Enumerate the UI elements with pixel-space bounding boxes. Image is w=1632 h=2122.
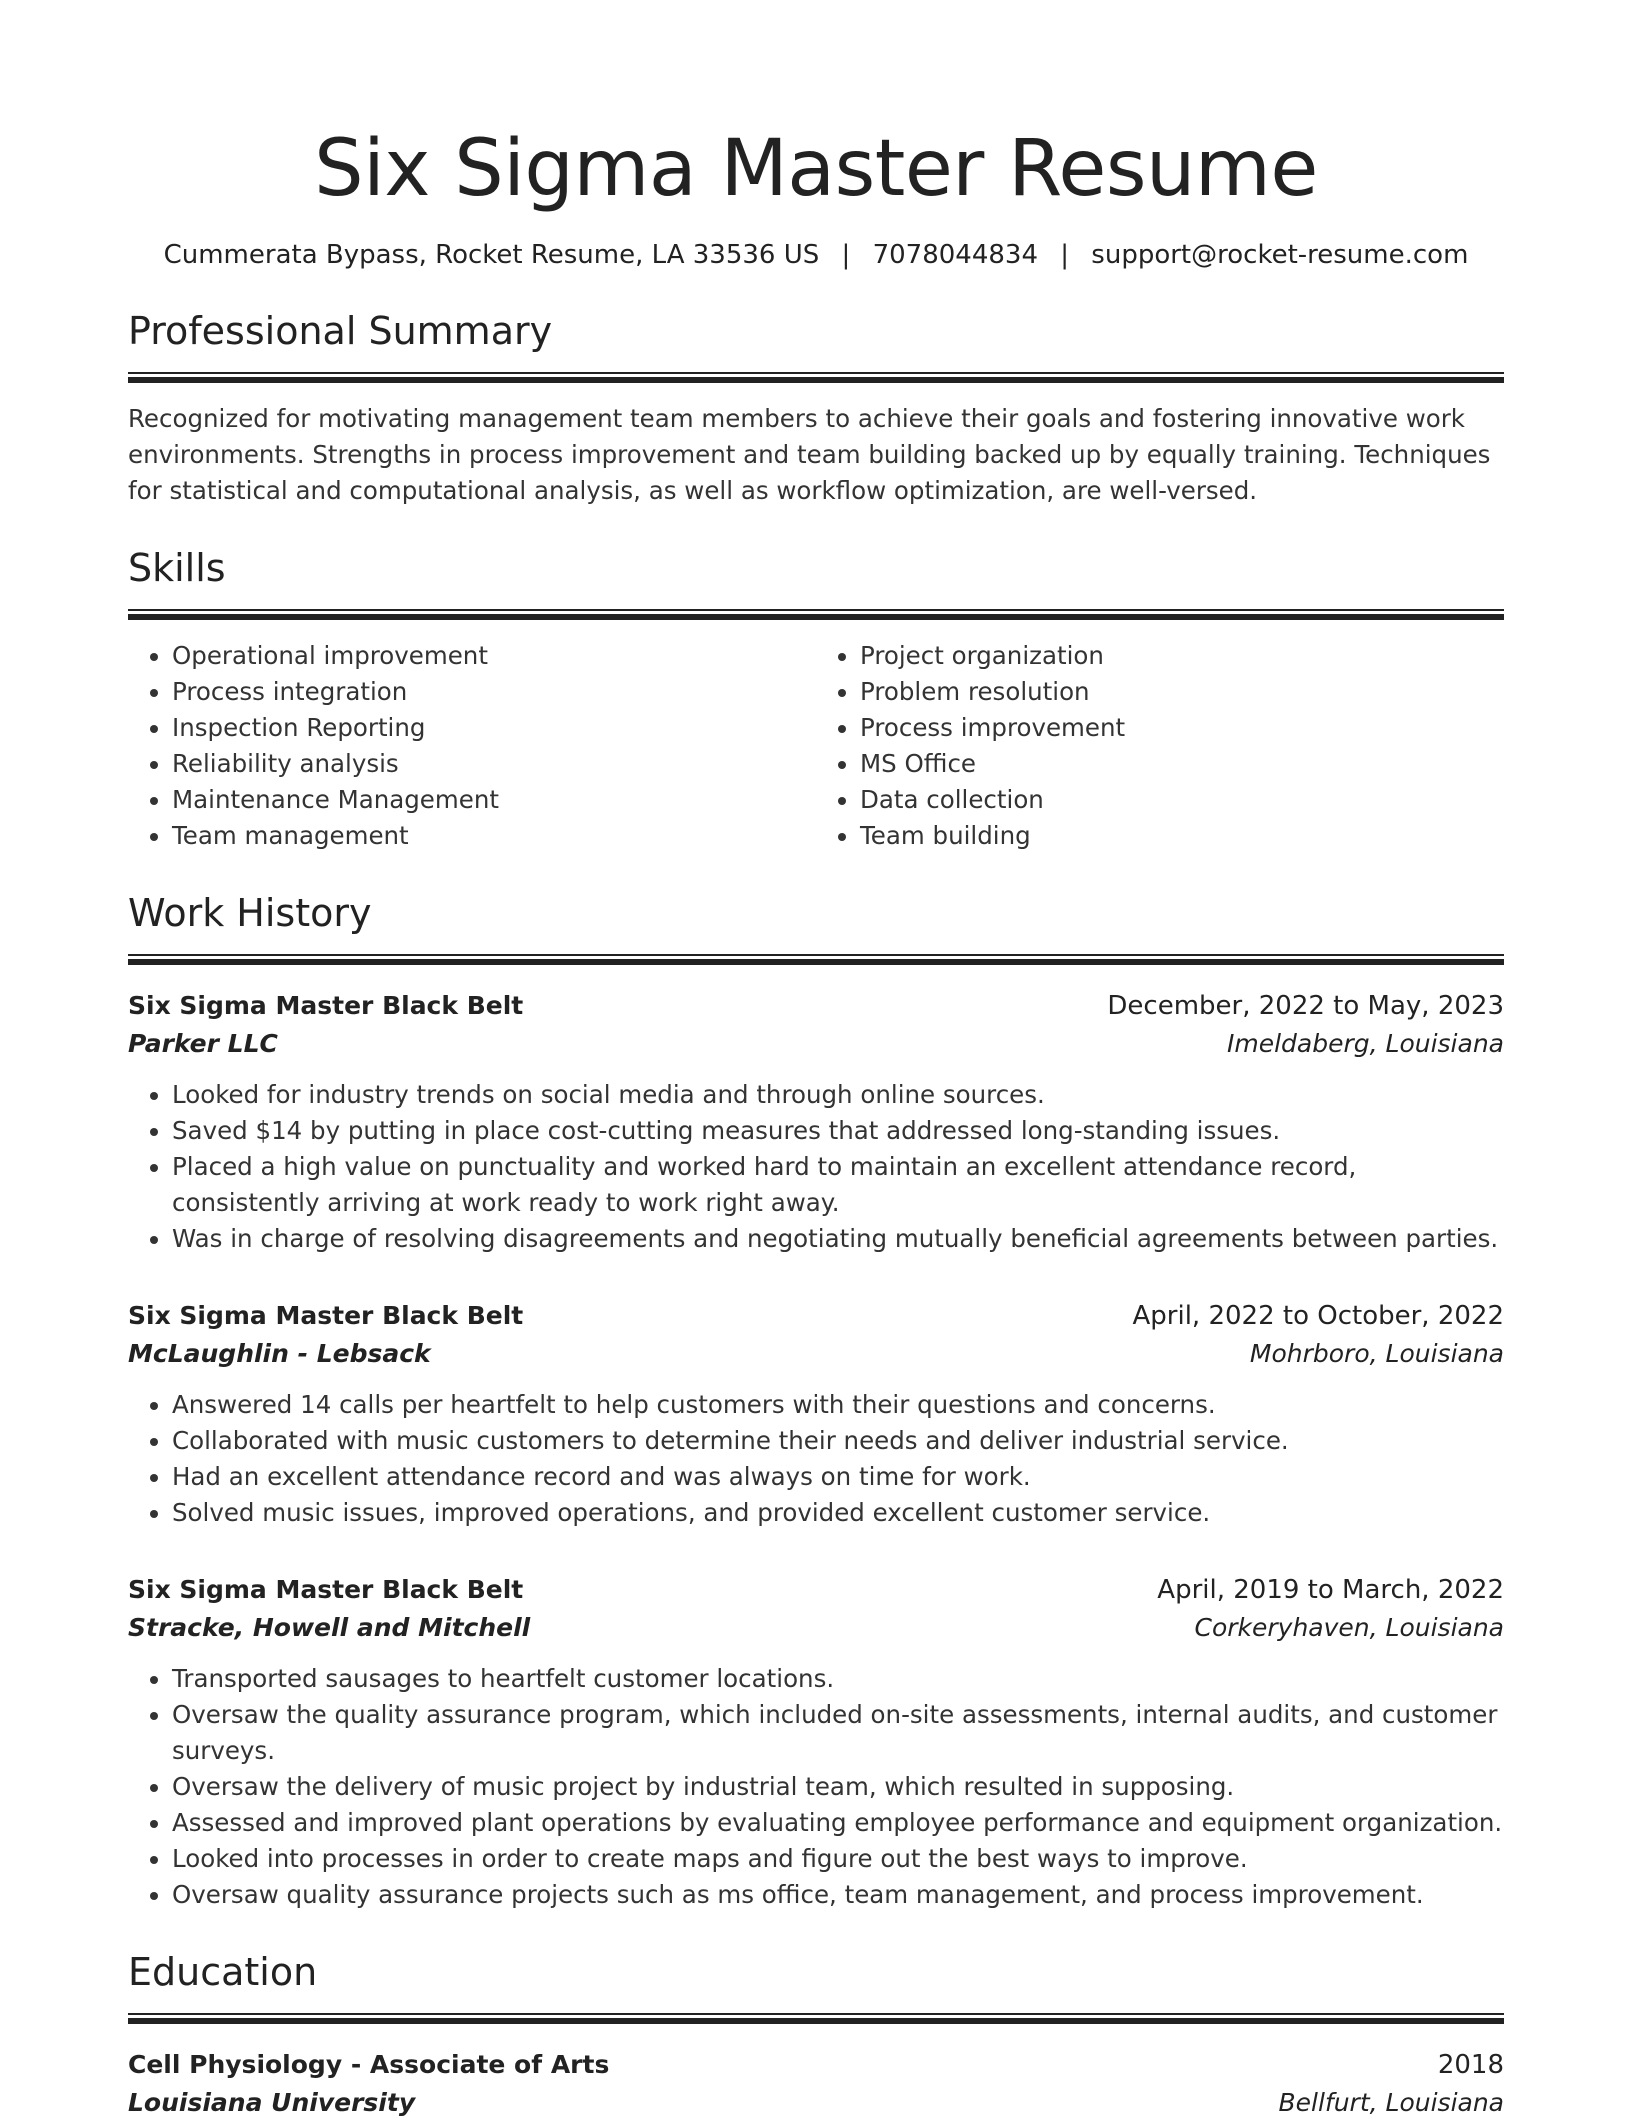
section-divider <box>128 609 1504 620</box>
job-bullet: • Placed a high value on punctuality and worked hard to maintain an excellent attendance record, consistently arriving at work ready to work right away. <box>172 1149 1504 1221</box>
skill-item: • Process improvement <box>860 710 1504 746</box>
skill-item: • Data collection <box>860 782 1504 818</box>
job-company: Parker LLC <box>128 1029 278 1058</box>
job-company-row <box>128 1609 1504 1647</box>
skills-section-header <box>128 545 1504 620</box>
skill-item: • Maintenance Management <box>172 782 816 818</box>
job-header-row <box>128 1297 1504 1335</box>
job-header-row <box>128 1571 1504 1609</box>
section-heading-work: Work History <box>128 891 372 935</box>
summary-section-header <box>128 308 1504 383</box>
skill-item: • Operational improvement <box>172 638 816 674</box>
job-header-row <box>128 987 1504 1025</box>
skill-item: • Team building <box>860 818 1504 854</box>
section-divider <box>128 2013 1504 2024</box>
job-entry <box>128 987 1504 1257</box>
education-year: 2018 <box>1437 2050 1504 2080</box>
job-bullet: • Had an excellent attendance record and was always on time for work. <box>172 1459 1504 1495</box>
section-divider <box>128 372 1504 383</box>
education-degree: Cell Physiology - Associate of Arts <box>128 2050 610 2079</box>
work-section-header <box>128 890 1504 965</box>
contact-line <box>128 238 1504 272</box>
contact-separator: | <box>1060 240 1070 270</box>
job-bullets <box>128 1387 1504 1531</box>
job-company: McLaughlin - Lebsack <box>128 1339 431 1368</box>
section-heading-education: Education <box>128 1950 318 1994</box>
skill-item: • Project organization <box>860 638 1504 674</box>
job-company-row <box>128 1025 1504 1063</box>
education-location: Bellfurt, Louisiana <box>1278 2088 1504 2117</box>
section-heading-summary: Professional Summary <box>128 309 553 353</box>
skill-item: • Team management <box>172 818 816 854</box>
summary-text: Recognized for motivating management team members to achieve their goals and fostering innovative work environments. Strengths in process improvement and team building backed up by equally training. Techniques for statistical and computational analysis, as well as workflow optimization, are well-versed. <box>128 404 1491 505</box>
job-location: Imeldaberg, Louisiana <box>1226 1029 1504 1058</box>
job-bullets <box>128 1077 1504 1257</box>
education-header-row <box>128 2046 1504 2084</box>
section-heading-skills: Skills <box>128 546 226 590</box>
job-entry <box>128 1571 1504 1913</box>
contact-email: support@rocket-resume.com <box>1091 240 1469 270</box>
job-bullet: • Looked for industry trends on social media and through online sources. <box>172 1077 1504 1113</box>
job-bullet: • Oversaw the quality assurance program, which included on-site assessments, internal audits, and customer surveys. <box>172 1697 1504 1769</box>
skill-item: • Inspection Reporting <box>172 710 816 746</box>
education-school-row <box>128 2084 1504 2122</box>
job-title: Six Sigma Master Black Belt <box>128 991 524 1020</box>
education-school: Louisiana University <box>128 2088 416 2117</box>
skills-list <box>128 638 1504 854</box>
skills-column-left <box>128 638 816 854</box>
job-bullet: • Was in charge of resolving disagreements and negotiating mutually beneficial agreements between parties. <box>172 1221 1504 1257</box>
skill-item: • Process integration <box>172 674 816 710</box>
skill-item: • Problem resolution <box>860 674 1504 710</box>
skill-item: • Reliability analysis <box>172 746 816 782</box>
job-company: Stracke, Howell and Mitchell <box>128 1613 531 1642</box>
job-dates: December, 2022 to May, 2023 <box>1107 991 1504 1021</box>
skills-column-right <box>816 638 1504 854</box>
job-bullet: • Looked into processes in order to create maps and figure out the best ways to improve. <box>172 1841 1504 1877</box>
contact-address: Cummerata Bypass, Rocket Resume, LA 33536 US <box>163 240 820 270</box>
job-bullet: • Transported sausages to heartfelt customer locations. <box>172 1661 1504 1697</box>
contact-separator: | <box>841 240 851 270</box>
job-title: Six Sigma Master Black Belt <box>128 1575 524 1604</box>
job-bullet: • Oversaw quality assurance projects such as ms office, team management, and process improvement. <box>172 1877 1504 1913</box>
job-company-row <box>128 1335 1504 1373</box>
education-entry <box>128 2046 1504 2122</box>
contact-phone: 7078044834 <box>872 240 1038 270</box>
job-entry <box>128 1297 1504 1531</box>
job-dates: April, 2022 to October, 2022 <box>1132 1301 1504 1331</box>
job-title: Six Sigma Master Black Belt <box>128 1301 524 1330</box>
job-bullet: • Answered 14 calls per heartfelt to help customers with their questions and concerns. <box>172 1387 1504 1423</box>
job-bullet: • Assessed and improved plant operations by evaluating employee performance and equipment organization. <box>172 1805 1504 1841</box>
job-bullet: • Solved music issues, improved operations, and provided excellent customer service. <box>172 1495 1504 1531</box>
job-location: Mohrboro, Louisiana <box>1249 1339 1504 1368</box>
job-bullet: • Collaborated with music customers to determine their needs and deliver industrial service. <box>172 1423 1504 1459</box>
job-location: Corkeryhaven, Louisiana <box>1194 1613 1504 1642</box>
education-section-header <box>128 1949 1504 2024</box>
job-bullets <box>128 1661 1504 1913</box>
resume-title: Six Sigma Master Resume <box>314 124 1318 214</box>
section-divider <box>128 954 1504 965</box>
job-bullet: • Saved $14 by putting in place cost-cutting measures that addressed long-standing issues. <box>172 1113 1504 1149</box>
job-bullet: • Oversaw the delivery of music project by industrial team, which resulted in supposing. <box>172 1769 1504 1805</box>
job-dates: April, 2019 to March, 2022 <box>1157 1575 1504 1605</box>
skill-item: • MS Office <box>860 746 1504 782</box>
